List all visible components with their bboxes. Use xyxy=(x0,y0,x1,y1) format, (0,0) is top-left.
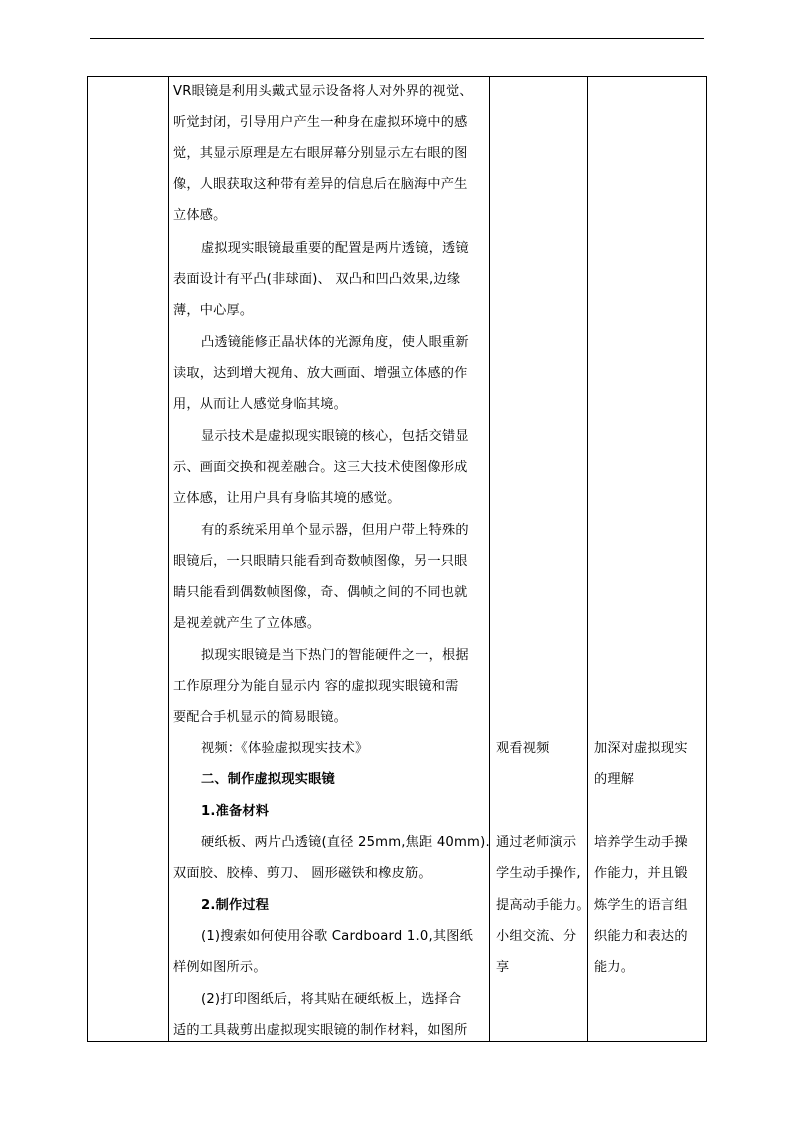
intent-line: 加深对虚拟现实 xyxy=(594,741,688,756)
activity-line: 通过老师演示 xyxy=(496,835,577,850)
content-line: 显示技术是虚拟现实眼镜的核心，包括交错显 xyxy=(201,429,469,444)
content-line: 听觉封闭，引导用户产生一种身在虚拟环境中的感 xyxy=(173,115,468,130)
content-line: 有的系统采用单个显示器，但用户带上特殊的 xyxy=(201,523,469,538)
content-line: 睛只能看到偶数帧图像，奇、偶帧之间的不同也就 xyxy=(173,585,468,600)
content-line: 要配合手机显示的简易眼镜。 xyxy=(173,710,348,725)
intent-line: 的理解 xyxy=(594,772,635,787)
content-line: 拟现实眼镜是当下热门的智能硬件之一，根据 xyxy=(201,648,469,663)
section-heading: 二、制作虚拟现实眼镜 xyxy=(201,772,335,787)
activity-line: 提高动手能力。 xyxy=(496,898,590,913)
content-line: 硬纸板、两片凸透镜(直径 25mm,焦距 40mm). xyxy=(201,835,490,850)
content-line: (1)搜索如何使用谷歌 Cardboard 1.0,其图纸 xyxy=(201,929,474,944)
header-rule xyxy=(90,38,704,39)
intent-line: 作能力，并且锻 xyxy=(594,866,688,881)
content-line: 薄，中心厚。 xyxy=(173,303,254,318)
content-line: 眼镜后，一只眼睛只能看到奇数帧图像，另一只眼 xyxy=(173,554,468,569)
content-line: 双面胶、胶棒、剪刀、 圆形磁铁和橡皮筋。 xyxy=(173,866,432,881)
content-line: 像，人眼获取这种带有差异的信息后在脑海中产生 xyxy=(173,177,468,192)
column-divider xyxy=(168,77,169,1041)
column-divider xyxy=(489,77,490,1041)
content-line: 虚拟现实眼镜最重要的配置是两片透镜，透镜 xyxy=(201,241,469,256)
subsection-heading: 1.准备材料 xyxy=(201,804,270,819)
content-line: 是视差就产生了立体感。 xyxy=(173,616,321,631)
content-line: 视频：《体验虚拟现实技术》 xyxy=(201,741,369,756)
content-line: (2)打印图纸后，将其贴在硬纸板上，选择合 xyxy=(201,992,462,1007)
activity-line: 观看视频 xyxy=(496,741,550,756)
content-line: 示、画面交换和视差融合。这三大技术使图像形成 xyxy=(173,460,468,475)
intent-line: 织能力和表达的 xyxy=(594,929,688,944)
content-line: 用，从而让人感觉身临其境。 xyxy=(173,397,348,412)
content-line: 样例如图所示。 xyxy=(173,960,267,975)
content-line: 凸透镜能修正晶状体的光源角度，使人眼重新 xyxy=(201,335,469,350)
content-line: 适的工具裁剪出虚拟现实眼镜的制作材料，如图所 xyxy=(173,1023,468,1038)
activity-line: 享 xyxy=(496,960,510,975)
intent-line: 培养学生动手操 xyxy=(594,835,688,850)
content-line: 读取，达到增大视角、放大画面、增强立体感的作 xyxy=(173,366,468,381)
subsection-heading: 2.制作过程 xyxy=(201,898,270,913)
intent-line: 炼学生的语言组 xyxy=(594,898,688,913)
activity-line: 学生动手操作, xyxy=(496,866,581,881)
intent-line: 能力。 xyxy=(594,960,635,975)
content-line: 觉，其显示原理是左右眼屏幕分别显示左右眼的图 xyxy=(173,146,468,161)
content-line: 表面设计有平凸(非球面)、 双凸和凹凸效果,边缘 xyxy=(173,272,461,287)
content-line: VR眼镜是利用头戴式显示设备将人对外界的视觉、 xyxy=(173,84,473,99)
content-line: 工作原理分为能自显示内 容的虚拟现实眼镜和需 xyxy=(173,679,459,694)
content-line: 立体感，让用户具有身临其境的感觉。 xyxy=(173,491,401,506)
content-line: 立体感。 xyxy=(173,208,227,223)
activity-line: 小组交流、分 xyxy=(496,929,577,944)
